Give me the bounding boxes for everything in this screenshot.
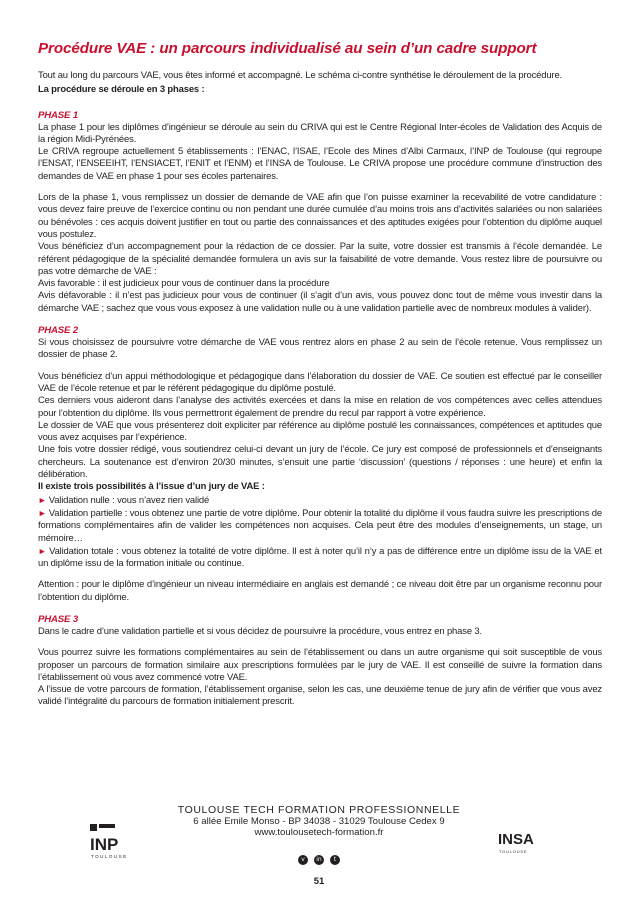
phase-1-paragraph: Le CRIVA regroupe actuellement 5 établissements : l’ENAC, l’ISAE, l’Ecole des Mines d’Albi Carmaux, l’INP de Toulouse (qui regroupe l’ENSAT, l’ENSEEIHT, l’ENSIACET, l’ENIT et l’ENM) et l’INSA de Toulouse. Le CRIVA propose une procédure commune d’instruction des demandes de VAE en phase 1 pour ses écoles partenaires. xyxy=(38,146,602,182)
possibility-item xyxy=(38,494,602,507)
footer-address: 6 allée Emile Monso - BP 34038 - 31029 Toulouse Cedex 9 xyxy=(193,816,445,827)
phase-3-heading: PHASE 3 xyxy=(38,613,79,625)
footer-organization: TOULOUSE TECH FORMATION PROFESSIONNELLE xyxy=(177,804,461,816)
phase-1-heading: PHASE 1 xyxy=(38,109,79,121)
possibility-text: Validation totale : vous obtenez la totalité de votre diplôme. Il est à noter qu’il n’y a pas de différence entre un diplôme issu de la VAE et un diplôme issu de la formation initiale ou continue. xyxy=(38,545,602,570)
phase-3-paragraph: Vous pourrez suivre les formations complémentaires au sein de l’établissement ou dans un autre organisme qui soit susceptible de vous proposer un parcours de formation similaire aux prescriptions formulées par le jury de VAE. Il est conseillé de suivre la formation dans l’établissement où vous avez commencé votre VAE. xyxy=(38,647,602,683)
footer-website[interactable]: www.toulousetech-formation.fr xyxy=(254,827,384,838)
phase-2-paragraph: Une fois votre dossier rédigé, vous soutiendrez celui-ci devant un jury de l’école. Ce jury est composé de professionnels et d’enseignants chercheurs. La soutenance est d’environ 20/30 minutes, s’ensuit une partie ‘discussion’ (questions / réponses : une heure) et enfin la délibération. xyxy=(38,444,602,481)
insa-logo xyxy=(498,820,540,860)
arrow-right-icon: ► xyxy=(38,545,47,556)
inp-logo xyxy=(88,820,148,860)
footer-contact xyxy=(160,804,478,838)
phase-2-paragraph: Ces derniers vous aideront dans l’analyse des activités exercées et dans la mise en relation de vos compétences avec celles attendues pour l’obtention du diplôme. Ils vous permettront également de prendre du recul par rapport à votre expérience. xyxy=(38,395,602,419)
intro-phases-line: La procédure se déroule en 3 phases : xyxy=(38,84,205,96)
phase-1-paragraph: Avis favorable : il est judicieux pour vous de continuer dans la procédure xyxy=(38,278,330,290)
possibility-item xyxy=(38,507,602,545)
intro-paragraph: Tout au long du parcours VAE, vous êtes informé et accompagné. Le schéma ci-contre synthétise le déroulement de la procédure. xyxy=(38,70,563,81)
phase-3-paragraph: Dans le cadre d’une validation partielle et si vous décidez de poursuivre la procédure, vous entrez en phase 3. xyxy=(38,625,482,637)
arrow-right-icon: ► xyxy=(38,494,47,505)
phase-2-heading: PHASE 2 xyxy=(38,325,79,337)
attention-note: Attention : pour le diplôme d’ingénieur un niveau intermédiaire en anglais est demandé ; ce niveau doit être par un organisme reconnu pour l’obtention du diplôme. xyxy=(38,579,602,603)
phase-2-paragraph: Le dossier de VAE que vous présenterez doit expliciter par référence au diplôme postulé les connaissances, compétences et aptitudes que vous avez acquises par l’expérience. xyxy=(38,419,602,444)
svg-text:TOULOUSE: TOULOUSE xyxy=(499,849,528,854)
possibilities-heading: Il existe trois possibilités à l’issue d’un jury de VAE : xyxy=(38,481,265,493)
phase-3-paragraph: A l’issue de votre parcours de formation, l’établissement organise, selon les cas, une deuxième tenue de jury afin de vérifier que vous avez validé l’intégralité du parcours de formation initialement prescrit. xyxy=(38,684,602,708)
document-page xyxy=(38,40,602,709)
page-footer xyxy=(0,796,638,903)
social-links xyxy=(0,855,638,865)
linkedin-icon[interactable]: in xyxy=(314,855,324,865)
possibility-item xyxy=(38,545,602,571)
phase-1-paragraph: Avis défavorable : il n’est pas judicieux pour vous de continuer (il s’agit d’un avis, vous pouvez donc tout de même vous investir dans la démarche VAE ; sachez que vous vous exposez à une validation nulle ou à une validation partielle avec de nombreux modules à valider). xyxy=(38,290,602,314)
phase-1-paragraph: Lors de la phase 1, vous remplissez un dossier de demande de VAE afin que l’on puisse examiner la recevabilité de votre candidature : vous devez faire preuve de l’exercice continu ou non pendant une durée cumulée d’au moins trois ans d’activités salariées ou non salariées ou bénévoles : ces acquis doivent justifier en tout ou partie des connaissances et des aptitudes exigées pour l’obtention du diplôme auquel vous postulez. xyxy=(38,192,602,240)
phase-1-paragraph: Vous bénéficiez d’un accompagnement pour la rédaction de ce dossier. Par la suite, votre dossier est transmis à l’école demandée. Le référent pédagogique de la spécialité demandée formulera un avis sur la faisabilité de votre demande. Vous restez libre de poursuivre ou pas votre démarche de VAE : xyxy=(38,241,602,277)
svg-text:TOULOUSE: TOULOUSE xyxy=(91,854,128,859)
possibility-text: Validation partielle : vous obtenez une partie de votre diplôme. Pour obtenir la totalité du diplôme il vous faudra suivre les prescriptions de formations complémentaires afin de valider les compétences non acquises. Cela peut être des modules d’enseignements, un stage, un mémoire… xyxy=(38,507,602,544)
phase-2-paragraph: Si vous choisissez de poursuivre votre démarche de VAE vous rentrez alors en phase 2 au sein de l’école retenue. Vous remplissez un dossier de phase 2. xyxy=(38,337,602,361)
document-body xyxy=(38,70,602,709)
twitter-icon[interactable]: t xyxy=(330,855,340,865)
svg-text:INSA: INSA xyxy=(498,831,534,848)
phase-2-paragraph: Vous bénéficiez d’un appui méthodologique et pédagogique dans l’élaboration du dossier de VAE. Ce soutien est effectué par le conseiller VAE de l’école retenue et par le référent pédagogique du diplôme postulé. xyxy=(38,370,602,394)
page-number: 51 xyxy=(313,876,325,887)
possibility-text: Validation nulle : vous n’avez rien validé xyxy=(48,494,210,506)
svg-text:INP: INP xyxy=(90,835,119,854)
page-title: Procédure VAE : un parcours individualisé au sein d’un cadre support xyxy=(38,40,537,57)
arrow-right-icon: ► xyxy=(38,507,47,518)
viadeo-icon[interactable]: v xyxy=(298,855,308,865)
phase-1-paragraph: La phase 1 pour les diplômes d’ingénieur se déroule au sein du CRIVA qui est le Centre Régional Inter-écoles de Validation des Acquis de la région Midi-Pyrénées. xyxy=(38,121,602,145)
